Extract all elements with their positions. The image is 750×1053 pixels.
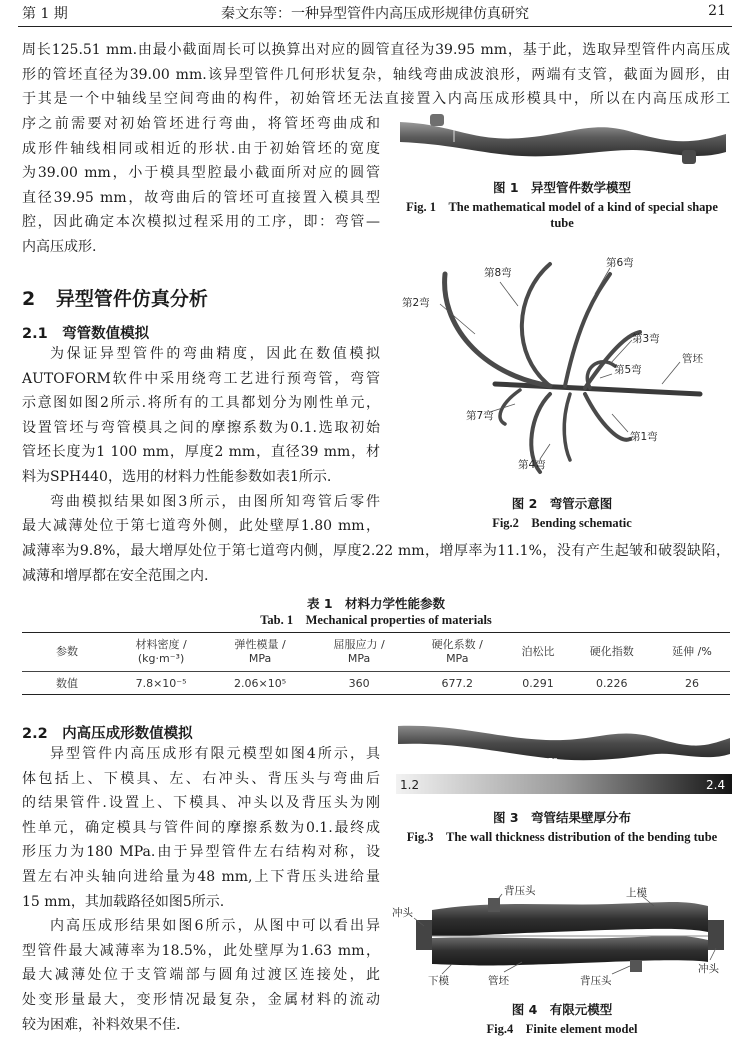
text-line: 为保证异型管件的弯曲精度，因此在数值模拟 (50, 346, 380, 362)
fig4-caption-en: Fig.4 Finite element model (486, 1022, 638, 1036)
table-cell: 数值 (56, 677, 78, 690)
fig2-caption-en: Fig.2 Bending schematic (492, 516, 632, 530)
running-title: 秦文东等：一种异型管件内高压成形规律仿真研究 (221, 6, 529, 22)
label-bend-8: 第8弯 (484, 267, 512, 279)
intro-paragraph-left (22, 112, 380, 260)
header-cell: 参数 (56, 645, 78, 658)
fig3-thickness-distribution (396, 718, 732, 798)
text-line: 置左右冲头轴向进给量为48 mm,上下背压头进给量 (22, 868, 380, 885)
text-line: 的结果管件.设置上、下模具、冲头以及背压头为刚 (22, 795, 380, 812)
header-cell: 材料密度 / (kg·m⁻³) (135, 638, 187, 665)
fig3-max-thickness: 2.221234 (524, 729, 563, 738)
header-cell: 屈服应力 / MPa (333, 638, 385, 665)
header-cell: 泊松比 (521, 645, 555, 658)
label-bend-2: 第2弯 (402, 297, 430, 309)
text-line: 形的管坯直径为39.00 mm.该异型管件几何形状复杂，轴线弯曲成波浪形，两端有支管，截面为圆形，由 (22, 66, 730, 83)
table1-caption-en: Tab. 1 Mechanical properties of materials (260, 613, 492, 627)
intro-paragraph-full (22, 38, 730, 112)
text-line: 料为SPH440，选用的材料力性能参数如表1所示. (22, 468, 332, 485)
table-cell: 26 (684, 676, 699, 690)
text-line: 较为困难，补料效果不佳. (22, 1016, 181, 1033)
fig3-scale-max: 2.4 (706, 778, 726, 792)
text-line: 于其是一个中轴线呈空间弯曲的构件，初始管坯无法直接置入内高压成形模具中，所以在内高压成形工 (22, 91, 730, 108)
table-cell: 360 (348, 676, 370, 690)
fig1-tube-model (392, 112, 732, 174)
header-rule (18, 26, 732, 27)
text-line: 最大减薄处位于支管端部与圆角过渡区连接处，此 (22, 967, 380, 984)
text-line: 直径39.95 mm，故弯曲后的管坯可直接置入模具型 (22, 189, 380, 206)
header-cell: 硬化系数 / MPa (431, 638, 483, 665)
fig1-caption-en (392, 199, 732, 231)
table-cell: 677.2 (441, 676, 473, 690)
text-line: 体包括上、下模具、左、右冲头、背压头与弯曲后 (22, 770, 380, 787)
text-line: 成形件轴线相同或相近的形状.由于初始管坯的宽度 (22, 140, 380, 157)
section-number: 2 (22, 288, 36, 310)
header-cell: 硬化指数 (589, 645, 634, 658)
text-line: 处变形量最大，变形情况最复杂，金属材料的流动 (22, 991, 380, 1008)
text-line: 异型管件内高压成形有限元模型如图4所示，具 (50, 746, 380, 762)
text-line: 腔，因此确定本次模拟过程采用的工序，即：弯管— (22, 214, 380, 231)
caption-line: Fig. 1 The mathematical model of a kind of special shape (406, 200, 718, 214)
text-line: 设置管坯与弯管模具之间的摩擦系数为0.1.选取初始 (22, 419, 380, 436)
text-line: 示意图如图2所示.将所有的工具都划分为刚性单元， (22, 395, 380, 412)
fig2-caption-cn: 图 2 弯管示意图 (511, 496, 613, 511)
label-back-punch-top: 背压头 (504, 885, 536, 897)
section-heading (22, 284, 208, 311)
label-bend-4: 第4弯 (518, 459, 546, 471)
section-2-1-text (22, 342, 380, 539)
table-cell: 0.226 (596, 676, 628, 690)
table-cell: 7.8×10⁻⁵ (135, 676, 187, 690)
table-header-row (22, 633, 730, 672)
fig3-caption-en: Fig.3 The wall thickness distribution of the bending tube (406, 830, 718, 844)
material-properties-table (22, 632, 730, 695)
caption-line: tube (550, 216, 574, 230)
label-bend-1: 第1弯 (630, 431, 658, 443)
text-line: 最大减薄处位于第七道弯外侧，此处壁厚1.80 mm， (22, 518, 380, 535)
fig3-scale-min: 1.2 (400, 778, 420, 792)
label-tube-blank: 管坯 (488, 975, 509, 987)
section-2-2-text (22, 742, 380, 1037)
section-2-1-continuation (22, 539, 730, 588)
text-line: 内高压成形结果如图6所示，从图中可以看出异 (50, 918, 380, 935)
text-line: 弯曲模拟结果如图3所示，由图所知弯管后零件 (50, 493, 380, 510)
fig4-caption-cn: 图 4 有限元模型 (511, 1002, 613, 1017)
text-line: 形压力为180 MPa.由于异型管件左右结构对称，设 (22, 844, 380, 861)
header-cell: 弹性模量 / MPa (234, 638, 286, 665)
table-cell: 2.06×10⁵ (234, 676, 287, 690)
fig3-min-thickness: 1.803472 (520, 757, 559, 766)
label-bend-5: 第5弯 (614, 364, 642, 376)
text-line: 管坯长度为1 100 mm，厚度2 mm，直径39 mm，材 (22, 444, 380, 461)
issue-number: 第 1 期 (22, 6, 68, 22)
label-punch-left: 冲头 (392, 907, 413, 919)
text-line: 减薄率为9.8%，最大增厚处位于第七道弯内侧，厚度2.22 mm，增厚率为11.1%，没有产生起皱和破裂缺陷， (22, 543, 730, 559)
label-back-punch-bottom: 背压头 (580, 975, 612, 987)
text-line: AUTOFORM软件中采用绕弯工艺进行预弯管，弯管 (22, 370, 380, 387)
subsection-2-2-heading: 2.2 内高压成形数值模拟 (22, 726, 193, 742)
text-line: 型管件最大减薄率为18.5%，此处壁厚为1.63 mm， (22, 942, 380, 959)
fig3-caption-cn: 图 3 弯管结果壁厚分布 (492, 810, 632, 825)
text-line: 序之前需要对初始管坯进行弯曲，将管坯弯曲成和 (22, 116, 380, 132)
label-punch-right: 冲头 (698, 963, 719, 975)
table-row (22, 672, 730, 695)
label-bend-7: 第7弯 (466, 410, 494, 422)
text-line: 周长125.51 mm.由最小截面周长可以换算出对应的圆管直径为39.95 mm，基于此，选取异型管件内高压成 (22, 42, 730, 58)
fig4-finite-element-model (392, 880, 732, 992)
text-line: 性单元，确定模具与管件间的摩擦系数为0.1.最终成 (22, 819, 380, 836)
table-cell: 0.291 (522, 676, 554, 690)
label-blank: 管坯 (682, 353, 703, 365)
text-line: 为39.00 mm，小于模具型腔最小截面所对应的圆管 (22, 165, 380, 182)
fig2-bending-schematic (400, 254, 730, 486)
text-line: 内高压成形. (22, 238, 97, 255)
text-line: 减薄和增厚都在安全范围之内. (22, 567, 209, 584)
table1-caption-cn: 表 1 材料力学性能参数 (306, 596, 446, 611)
page-number: 21 (708, 3, 726, 19)
fig1-caption-cn: 图 1 异型管件数学模型 (492, 180, 632, 195)
text-line: 15 mm，其加载路径如图5所示. (22, 893, 225, 910)
label-bend-3: 第3弯 (632, 333, 660, 345)
label-bend-6: 第6弯 (606, 257, 634, 269)
running-header (0, 0, 750, 27)
subsection-2-1-heading: 2.1 弯管数值模拟 (22, 326, 150, 342)
label-upper-die: 上模 (626, 887, 647, 899)
label-lower-die: 下模 (428, 975, 449, 987)
section-title: 异型管件仿真分析 (55, 288, 208, 310)
header-cell: 延伸 /% (672, 645, 712, 658)
